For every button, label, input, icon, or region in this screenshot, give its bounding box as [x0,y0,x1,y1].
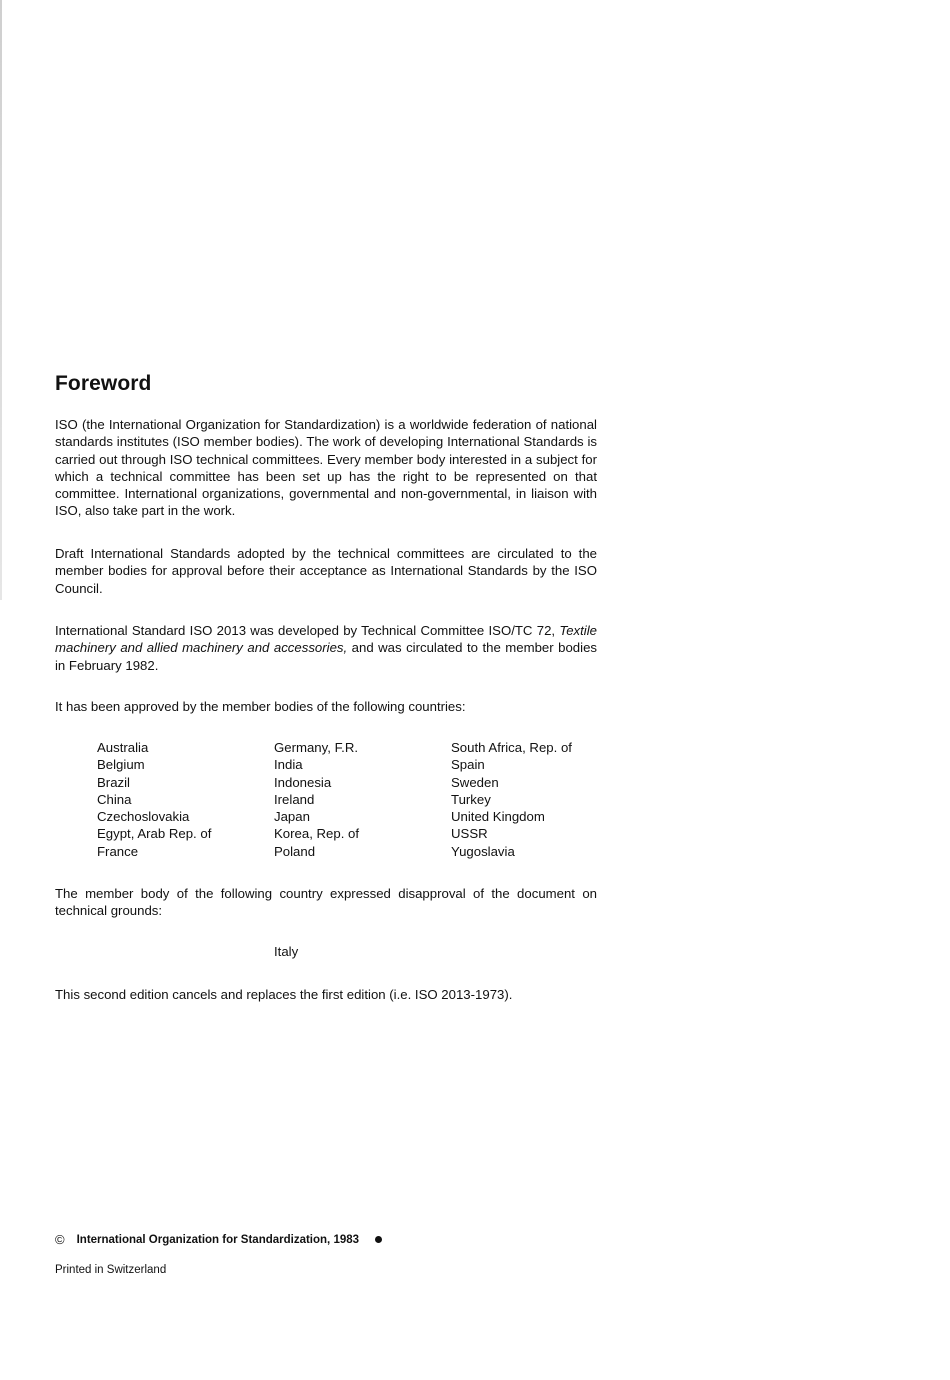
country-name: Poland [274,843,316,859]
foreword-paragraph-development [55,622,597,674]
country-name: USSR [451,826,488,842]
copyright-icon: © [55,1232,65,1247]
foreword-paragraph-disapproval: The member body of the following country expressed disapproval of the document on technical grounds: [55,886,597,919]
country-name: Sweden [451,774,499,790]
development-text-end: and was circulated to the member bodies in February 1982. [55,640,597,673]
country-name: Korea, Rep. of [274,826,360,842]
country-name: Yugoslavia [451,843,515,859]
country-name: Spain [451,757,485,773]
bullet-dot-icon [375,1236,382,1243]
foreword-paragraph-iso-intro: ISO (the International Organization for Standardization) is a worldwide federation of national standards institutes (ISO member bodies). The work of developing International Standards is carried out through ISO technical committees. Every member body interested in a subject for which a technical committee has been set up has the right to be represented on that committee. International organizations, governmental and non-governmental, in liaison with ISO, also take part in the work. [55,417,597,519]
disapproving-country: Italy [274,944,299,959]
page-edge-shadow [0,0,2,600]
country-name: Belgium [97,757,145,773]
approving-countries-column-3 [451,739,572,860]
country-name: Egypt, Arab Rep. of [97,826,212,842]
country-name: United Kingdom [451,809,545,825]
country-name: China [97,791,132,807]
country-name: Japan [274,809,310,825]
country-name: Turkey [451,791,491,807]
copyright-text: International Organization for Standardization, 1983 [76,1233,360,1246]
country-name: Australia [97,740,149,755]
country-name: Czechoslovakia [97,809,190,825]
country-name: Ireland [274,791,315,807]
foreword-heading: Foreword [55,372,152,395]
foreword-paragraph-approval: It has been approved by the member bodies of the following countries: [55,699,466,714]
country-name: France [97,843,139,859]
foreword-paragraph-draft-standards: Draft International Standards adopted by the technical committees are circulated to the member bodies for approval before their acceptance as International Standards by the ISO Council. [55,546,597,596]
printed-in-note: Printed in Switzerland [55,1264,167,1276]
development-text-start: International Standard ISO 2013 was developed by Technical Committee ISO/TC 72, [55,623,556,638]
approving-countries-column-1 [97,739,211,860]
foreword-paragraph-edition: This second edition cancels and replaces the first edition (i.e. ISO 2013-1973). [55,987,513,1002]
country-name: Brazil [97,774,130,790]
country-name: South Africa, Rep. of [451,740,572,755]
approving-countries-column-2 [274,739,359,860]
copyright-notice [55,1232,382,1247]
country-name: India [274,757,303,773]
committee-title: Textile machinery and allied machinery and accessories, [55,623,598,656]
country-name: Indonesia [274,774,332,790]
country-name: Germany, F.R. [274,740,359,755]
